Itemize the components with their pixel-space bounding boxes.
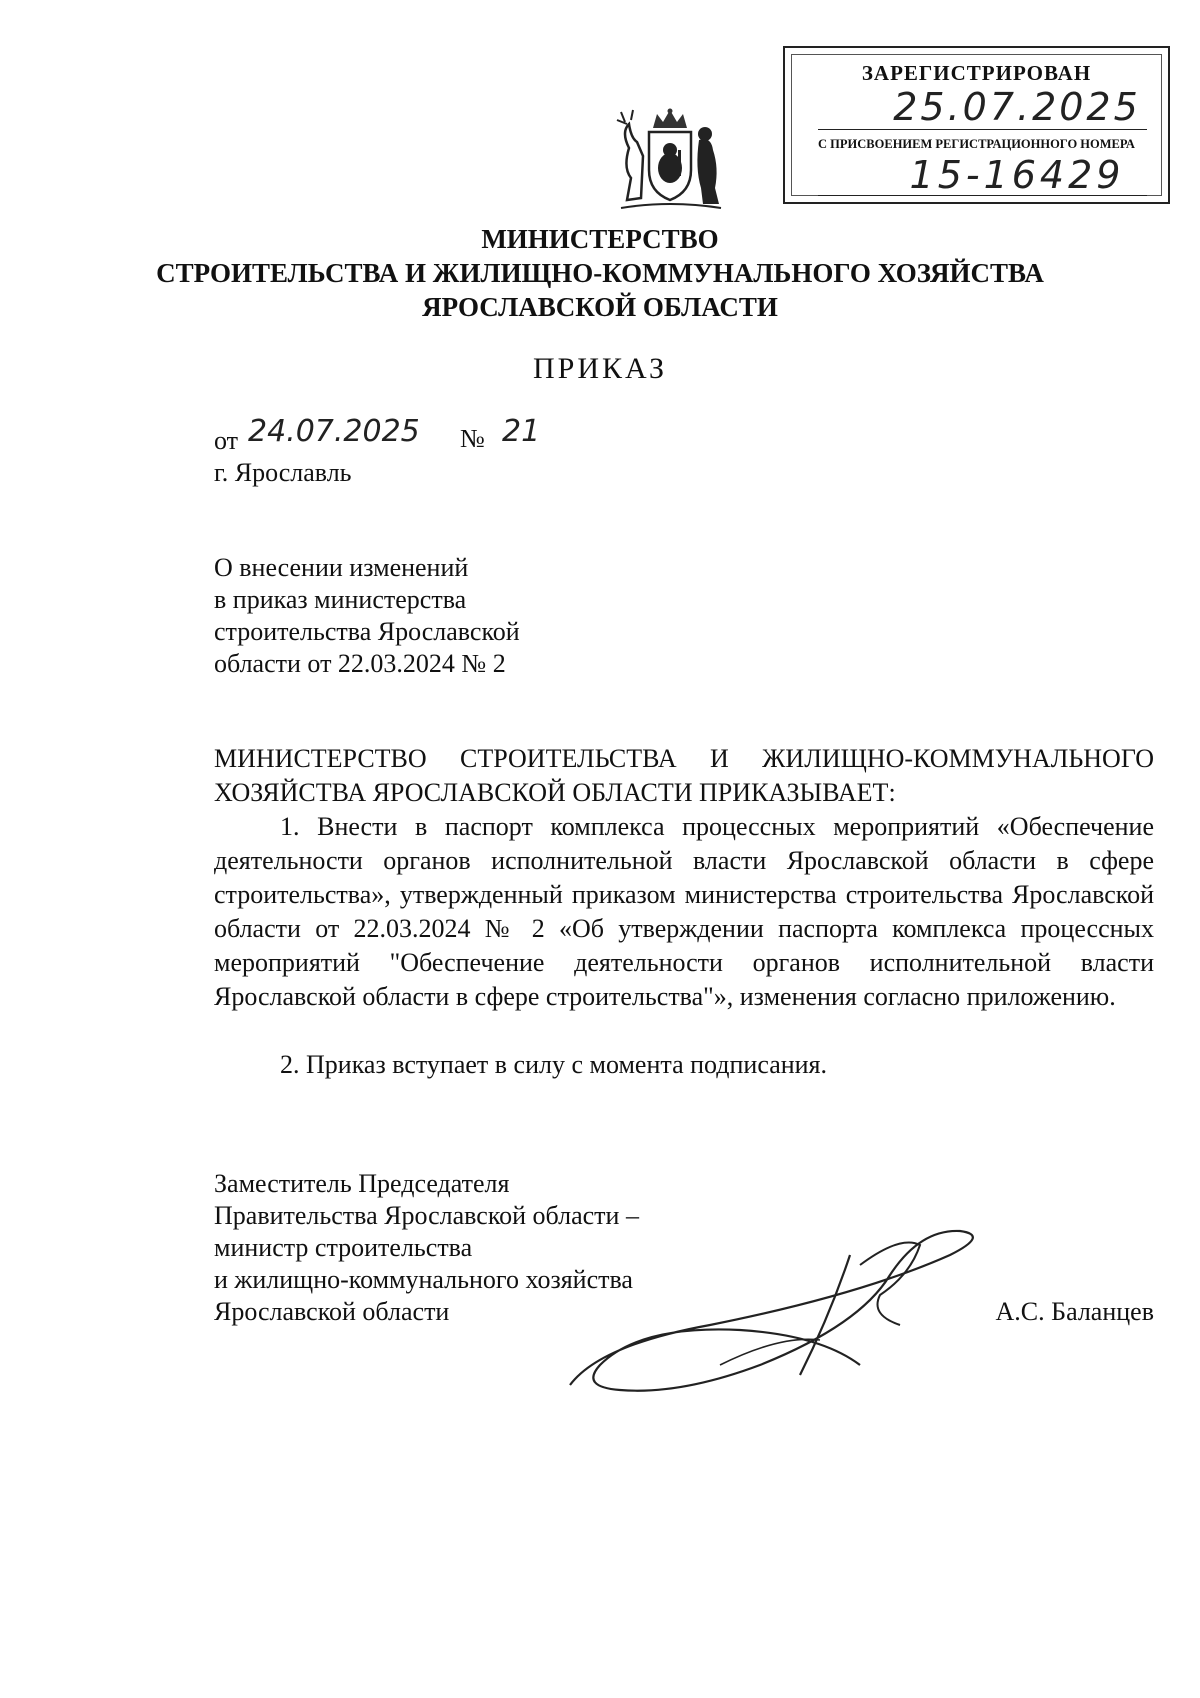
stamp-number: 15-16429	[909, 153, 1125, 197]
stamp-date: 25.07.2025	[893, 85, 1141, 129]
stamp-title: ЗАРЕГИСТРИРОВАН	[861, 61, 1092, 85]
handwritten-signature	[560, 1215, 1000, 1405]
date-label: от	[214, 426, 239, 455]
subject-line4: области от 22.03.2024 № 2	[214, 649, 506, 678]
number-label: №	[460, 424, 485, 453]
order-item-1: 1. Внести в паспорт комплекса процессных мероприятий «Обеспечение деятельности органов исполнительной власти Ярославской области в сфере строительства», утвержденный приказом министерства строительства Ярославской области от 22.03.2024 № 2 «Об утверждении паспорта комплекса процессных мероприятий "Обеспечение деятельности органов исполнительной власти Ярославской области в сфере строительства"», изменения согласно приложению.	[214, 812, 1154, 1011]
subject-line2: в приказ министерства	[214, 585, 467, 614]
signatory-line5: Ярославской области	[214, 1297, 450, 1326]
preamble-line1: МИНИСТЕРСТВО СТРОИТЕЛЬСТВА И ЖИЛИЩНО-КОММУНАЛЬНОГО	[214, 744, 1154, 773]
stamp-date-line	[818, 129, 1147, 130]
signatory-line1: Заместитель Председателя	[214, 1169, 510, 1198]
city: г. Ярославль	[214, 458, 352, 487]
preamble-line2: ХОЗЯЙСТВА ЯРОСЛАВСКОЙ ОБЛАСТИ ПРИКАЗЫВАЕТ:	[214, 778, 896, 807]
order-item-2: 2. Приказ вступает в силу с момента подписания.	[280, 1050, 828, 1079]
document-number: 21	[502, 414, 541, 449]
ministry-title-line3: ЯРОСЛАВСКОЙ ОБЛАСТИ	[422, 292, 778, 322]
coat-of-arms-icon	[615, 108, 725, 216]
document-date: 24.07.2025	[248, 414, 420, 449]
stamp-frame	[791, 54, 1162, 196]
signatory-line3: министр строительства	[214, 1233, 473, 1262]
stamp-number-line	[818, 195, 1147, 196]
ministry-title-line2: СТРОИТЕЛЬСТВА И ЖИЛИЩНО-КОММУНАЛЬНОГО ХОЗЯЙСТВА	[156, 258, 1044, 288]
subject-line3: строительства Ярославской	[214, 617, 520, 646]
signatory-line2: Правительства Ярославской области –	[214, 1201, 639, 1230]
signatory-name: А.С. Баланцев	[995, 1297, 1154, 1326]
subject-line1: О внесении изменений	[214, 553, 469, 582]
registration-stamp	[783, 46, 1170, 204]
ministry-title-line1: МИНИСТЕРСТВО	[481, 224, 719, 254]
stamp-subtitle: С ПРИСВОЕНИЕМ РЕГИСТРАЦИОННОГО НОМЕРА	[818, 137, 1135, 151]
signatory-line4: и жилищно-коммунального хозяйства	[214, 1265, 633, 1294]
document-type: ПРИКАЗ	[533, 352, 667, 385]
